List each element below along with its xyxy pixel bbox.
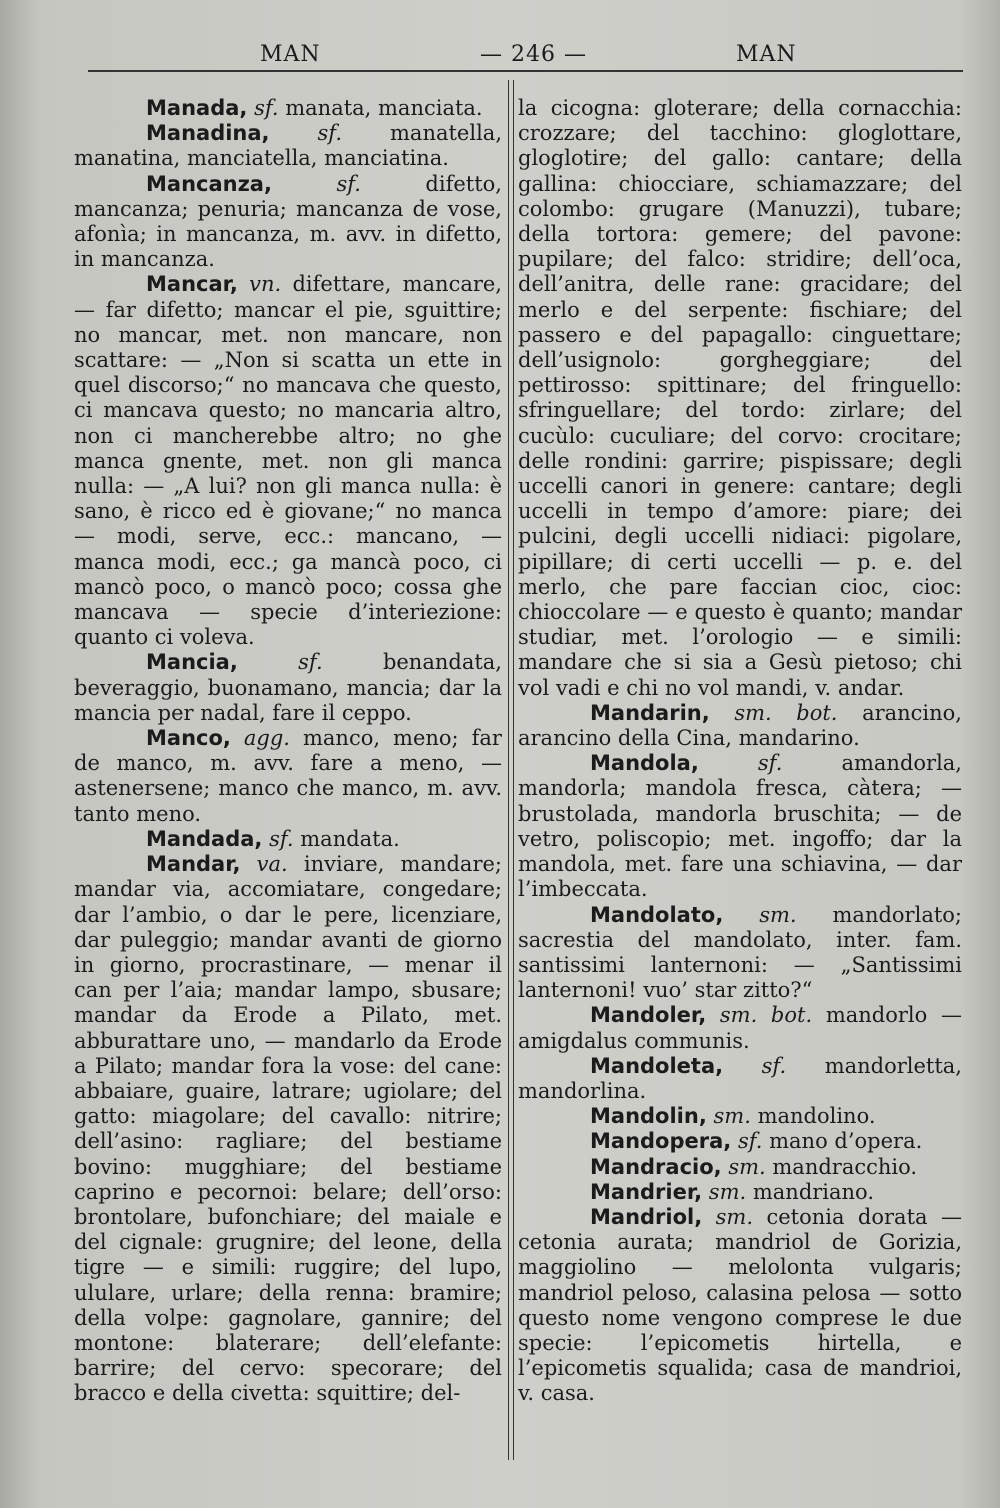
entry-headword: Manada, xyxy=(146,96,248,120)
entry-definition: mandata. xyxy=(300,826,400,851)
entry-headword: Mancanza, xyxy=(146,171,272,196)
entry-definition: manata, manciata. xyxy=(285,96,483,120)
entry-headword: Manco, xyxy=(146,726,231,751)
dictionary-entry xyxy=(518,751,962,902)
dictionary-entry xyxy=(74,726,502,827)
entry-headword: Mandoleta, xyxy=(590,1053,724,1078)
header-left-guideword: MAN xyxy=(260,42,321,67)
entry-definition: mandolino. xyxy=(757,1104,876,1129)
dictionary-entry xyxy=(74,172,502,273)
entry-definition: mandorletta, mandorlina. xyxy=(518,1053,962,1103)
entry-grammar: sf. xyxy=(737,1129,763,1154)
entry-grammar: sf. xyxy=(336,171,361,196)
dictionary-entry xyxy=(518,1155,962,1180)
entry-definition: difetto, mancanza; penuria; mancanza de vose, afonìa; in mancanza, m. avv. in difetto, in mancanza. xyxy=(74,171,502,272)
entry-grammar: sm. xyxy=(715,1204,754,1229)
entry-definition: cetonia dorata — cetonia aurata; mandriol de Gorizia, maggiolino — melolonta vulgaris; mandriol peloso, calasina pelosa — sotto questo nome vengono comprese le due specie: l’epicometis hirtella, e l’epicometis squalida; casa de mandrioi, v. casa. xyxy=(518,1204,962,1406)
dictionary-entry xyxy=(518,1003,962,1053)
dictionary-entry xyxy=(74,272,502,650)
entry-headword: Mandrier, xyxy=(590,1179,703,1204)
dictionary-entry xyxy=(74,121,502,171)
entry-definition: benandata, beveraggio, buonamano, mancia; dar la mancia per nadal, fare il ceppo. xyxy=(74,650,502,725)
entry-grammar: sm. bot. xyxy=(734,700,838,725)
dictionary-entry xyxy=(74,852,502,1406)
entry-grammar: sm. xyxy=(708,1179,747,1204)
dictionary-entry xyxy=(518,1054,962,1104)
entry-headword: Mandriol, xyxy=(590,1204,703,1229)
entry-grammar: sf. xyxy=(757,751,783,776)
entry-definition: mano d’opera. xyxy=(769,1129,923,1154)
left-column xyxy=(74,96,502,1407)
entry-headword: Manadina, xyxy=(146,121,270,146)
entry-grammar: sm. xyxy=(728,1154,766,1179)
dictionary-entry xyxy=(74,650,502,726)
entry-definition: manco, meno; far de manco, m. avv. fare a meno, — astenersene; manco che manco, m. avv. tanto meno. xyxy=(74,726,502,826)
entry-headword: Mandopera, xyxy=(590,1129,732,1154)
entry-headword: Mandada, xyxy=(146,826,263,851)
entry-headword: Mancar, xyxy=(146,272,238,297)
entry-headword: Mandolin, xyxy=(590,1104,707,1129)
header-rule xyxy=(88,70,963,72)
entry-definition: mandriano. xyxy=(752,1179,875,1204)
dictionary-entry xyxy=(518,701,962,751)
header-right-guideword: MAN xyxy=(736,42,797,67)
entry-grammar: sf. xyxy=(317,121,343,146)
column-divider xyxy=(508,80,514,1460)
dictionary-entry xyxy=(518,1129,962,1154)
entry-definition: mandorlato; sacrestia del mandolato, inter. fam. santissimi lanternoni: — „Santissimi lanternoni! vuo’ star zitto?“ xyxy=(518,902,962,1003)
entry-grammar: va. xyxy=(256,852,288,877)
entry-headword: Mancia, xyxy=(146,650,238,675)
entry-headword: Mandolato, xyxy=(590,902,724,927)
entry-grammar: sm. xyxy=(759,902,797,927)
entry-grammar: sf. xyxy=(298,650,323,675)
entry-grammar: sm. xyxy=(713,1104,751,1129)
dictionary-entry xyxy=(518,1205,962,1407)
right-column xyxy=(518,96,962,1407)
entry-grammar: sf. xyxy=(269,826,294,851)
entry-definition: amandorla, mandorla; mandola fresca, càtera; — brustolada, mandorla bruschita; — de vetro, poliscopio; met. ingoffo; dar la mandola, met. fare una schiavina, — dar l’imbeccata. xyxy=(518,751,962,902)
page-header xyxy=(88,38,963,72)
dictionary-entry xyxy=(518,96,962,701)
entry-definition: difettare, mancare, — far difetto; mancar el pie, sguittire; no mancar, met. non mancare, non scattare: — „Non si scatta un ette in quel discorso;“ no mancava che questo, ci mancava questo; no mancaria altro, non ci mancherebbe altro; no ghe manca gnente, met. non gli manca nulla: — „A lui? non gli manca nulla: è sano, è ricco ed è giovane;“ no manca — modi, serve, ecc.: mancano, — manca modi, ecc.; ga mancà poco, ci mancò poco, o mancò poco; cossa ghe mancava — specie d’interiezione: quanto ci voleva. xyxy=(74,272,502,650)
entry-definition: la cicogna: gloterare; della cornacchia: crozzare; del tacchino: gloglottare, gloglotire; del gallo: cantare; della gallina: chiocciare, schiamazzare; del colombo: grugare (Manuzzi), tubare; della tortora: gemere; del pavone: pupilare; del falco: stridire; dell’oca, dell’anitra, delle rane: gracidare; del merlo e del serpente: fischiare; del passero e del papagallo: cinguettare; dell’usignolo: gorgheggiare; del pettirosso: spittinare; del fringuello: sfringuellare; del tordo: zirlare; del cucùlo: cuculiare; del corvo: crocitare; delle rondini: garrire; pispissare; degli uccelli canori in genere: cantare; degli uccelli in tempo d’amore: piare; dei pulcini, degli uccelli nidiaci: pigolare, pipillare; di certi uccelli — p. e. del merlo, che pare faccian cioc, cioc: chioccolare — e questo è quanto; mandar studiar, met. l’orologio — e simili: mandare che si sia a Gesù pietoso; chi vol vadi e chi no vol mandi, v. andar. xyxy=(518,96,962,700)
entry-grammar: sf. xyxy=(254,96,279,120)
dictionary-entry xyxy=(74,827,502,852)
entry-headword: Mandola, xyxy=(590,751,699,776)
entry-grammar: vn. xyxy=(249,272,282,297)
entry-headword: Mandar, xyxy=(146,852,241,877)
entry-definition: mandorlo — amigdalus communis. xyxy=(518,1003,962,1053)
entry-definition: arancino, arancino della Cina, mandarino. xyxy=(518,700,962,751)
entry-grammar: agg. xyxy=(243,726,290,751)
entry-grammar: sf. xyxy=(761,1053,787,1078)
entry-definition: manatella, manatina, manciatella, manciatina. xyxy=(74,121,502,171)
dictionary-entry xyxy=(74,96,502,121)
entry-definition: inviare, mandare; mandar via, accomiatare, congedare; dar l’ambio, o dar le pere, licenziare, dar puleggio; mandar avanti de giorno in giorno, procrastinare, — menar il can per l’aia; mandar lampo, sbusare; mandar da Erode a Pilato, met. abburattare uno, — mandarlo da Erode a Pilato; mandar fora la vose: del cane: abbaiare, guaire, latrare; ugiolare; del gatto: miagolare; del cavallo: nitrire; dell’asino: ragliare; del bestiame bovino: mugghiare; del bestiame caprino e pecornoi: belare; dell’orso: brontolare, bufonchiare; del maiale e del cignale: grugnire; del leone, della tigre — e simili: ruggire; del lupo, ululare, urlare; della renna: bramire; della volpe: gagnolare, gannire; del montone: blaterare; dell’elefante: barrire; del cervo: specorare; del bracco e della civetta: squittire; del- xyxy=(74,852,502,1406)
entry-grammar: sm. bot. xyxy=(719,1003,813,1028)
dictionary-entry xyxy=(518,903,962,1004)
dictionary-entry xyxy=(518,1180,962,1205)
entry-headword: Mandarin, xyxy=(590,700,710,725)
entry-headword: Mandracio, xyxy=(590,1154,722,1179)
page-number: — 246 — xyxy=(480,42,587,67)
entry-definition: mandracchio. xyxy=(772,1154,918,1179)
entry-headword: Mandoler, xyxy=(590,1003,707,1028)
dictionary-entry xyxy=(518,1104,962,1129)
